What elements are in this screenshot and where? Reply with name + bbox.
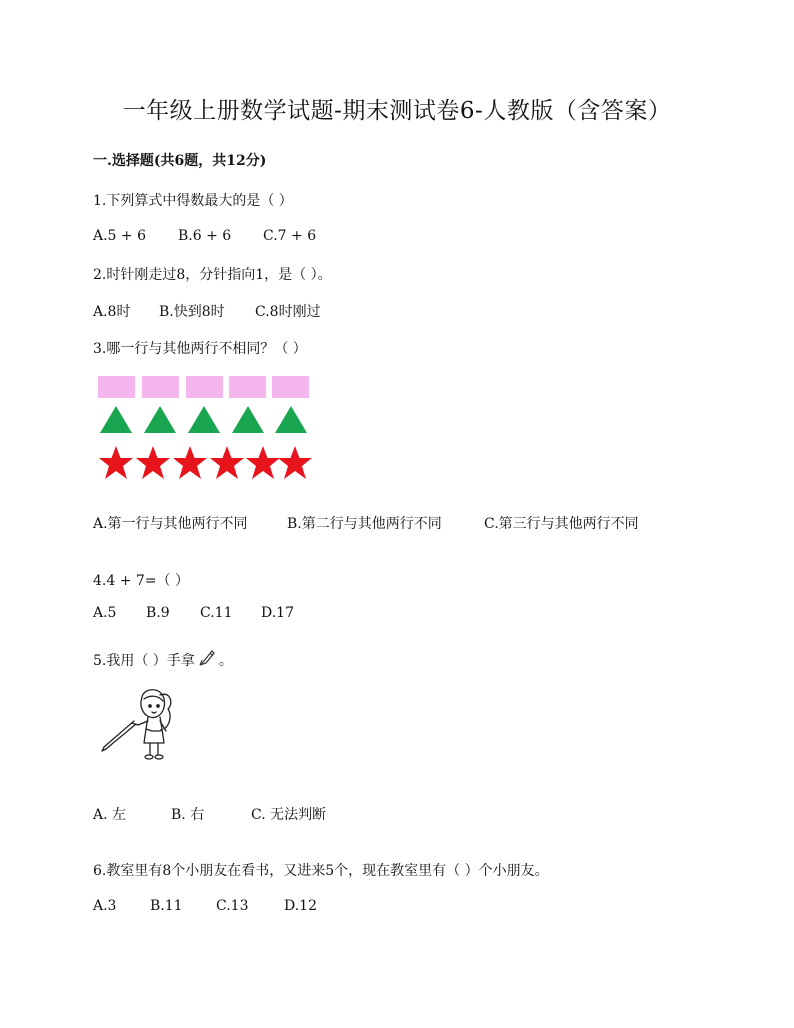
green-triangle <box>100 406 132 433</box>
question-5-text <box>93 648 233 670</box>
pink-rectangle <box>98 376 135 398</box>
question-4-option-b: B.9 <box>146 605 170 621</box>
green-triangle <box>232 406 264 433</box>
pink-rectangle <box>229 376 266 398</box>
red-star <box>277 445 313 481</box>
question-1-option-b: B.6 + 6 <box>178 228 232 244</box>
question-6-option-a: A.3 <box>93 898 117 914</box>
question-3-option-a: A.第一行与其他两行不同 <box>93 516 248 532</box>
question-4-option-a: A.5 <box>93 605 117 621</box>
question-5-option-c: C. 无法判断 <box>251 807 327 823</box>
red-star <box>209 445 245 481</box>
question-2-option-b: B.快到8时 <box>159 304 225 320</box>
question-2-text: 2.时针刚走过8，分针指向1，是（ ）。 <box>93 267 332 283</box>
question-6-option-b: B.11 <box>150 898 183 914</box>
red-star <box>172 445 208 481</box>
question-5-option-b: B. 右 <box>171 807 205 823</box>
question-5-text-before: 5.我用（ ）手拿 <box>93 653 195 669</box>
red-star <box>135 445 171 481</box>
question-3-option-c: C.第三行与其他两行不同 <box>484 516 639 532</box>
red-star <box>98 445 134 481</box>
section-heading: 一.选择题(共6题，共12分) <box>93 153 267 169</box>
pen-icon <box>197 648 217 668</box>
girl-holding-pen-illustration <box>100 685 180 765</box>
question-5-text-after: 。 <box>218 653 233 669</box>
green-triangle <box>275 406 307 433</box>
question-4-option-c: C.11 <box>200 605 233 621</box>
page-title: 一年级上册数学试题-期末测试卷6-人教版（含答案） <box>122 98 672 124</box>
green-triangle <box>144 406 176 433</box>
green-triangle <box>188 406 220 433</box>
question-1-option-c: C.7 + 6 <box>263 228 317 244</box>
question-3-option-b: B.第二行与其他两行不同 <box>287 516 442 532</box>
question-1-text: 1.下列算式中得数最大的是（ ） <box>93 193 293 209</box>
question-6-option-c: C.13 <box>216 898 249 914</box>
question-4-option-d: D.17 <box>261 605 294 621</box>
question-6-option-d: D.12 <box>284 898 317 914</box>
question-4-text: 4.4 + 7=（ ） <box>93 573 189 589</box>
red-star <box>245 445 281 481</box>
pink-rectangle <box>272 376 309 398</box>
question-3-text: 3.哪一行与其他两行不相同？（ ） <box>93 341 307 357</box>
pink-rectangle <box>186 376 223 398</box>
question-5-option-a: A. 左 <box>93 807 127 823</box>
pink-rectangle <box>142 376 179 398</box>
question-2-option-c: C.8时刚过 <box>255 304 321 320</box>
question-2-option-a: A.8时 <box>93 304 131 320</box>
question-6-text: 6.教室里有8个小朋友在看书，又进来5个，现在教室里有（ ）个小朋友。 <box>93 863 549 879</box>
question-1-option-a: A.5 + 6 <box>93 228 147 244</box>
